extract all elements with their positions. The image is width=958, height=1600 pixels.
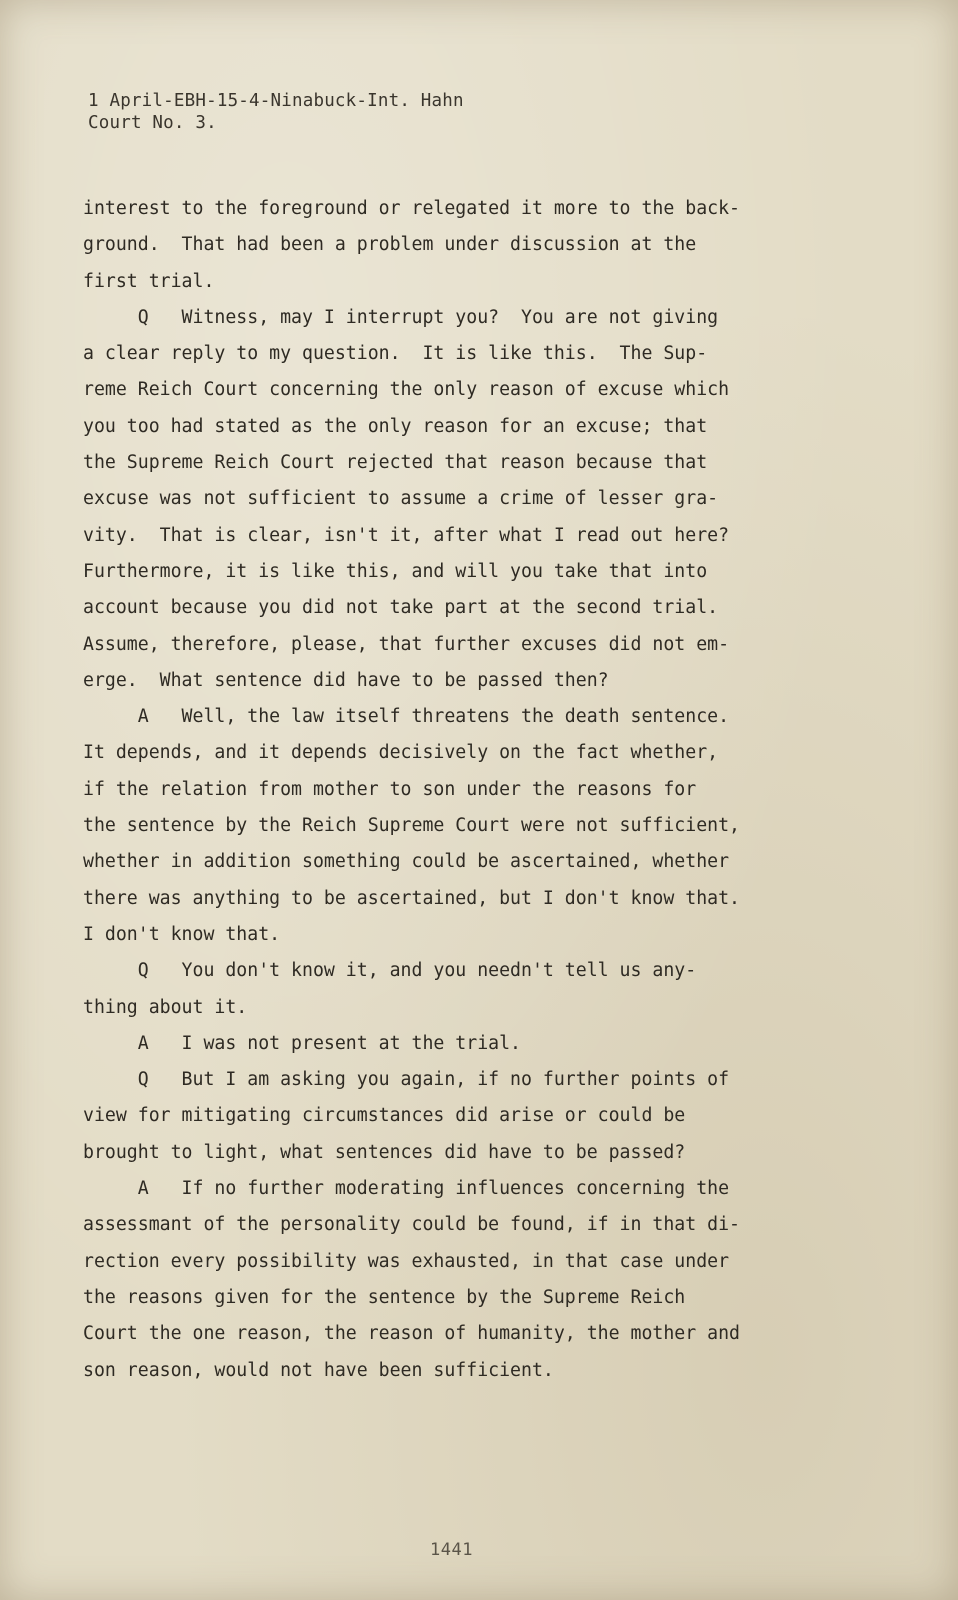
transcript-line: account because you did not take part at the second trial. (83, 597, 719, 619)
page-number: 1441 (430, 1540, 473, 1560)
transcript-line: the Supreme Reich Court rejected that reason because that (83, 452, 708, 474)
transcript-line: the sentence by the Reich Supreme Court were not sufficient, (83, 815, 740, 837)
header-court-line: Court No. 3. (88, 113, 217, 133)
transcript-line: you too had stated as the only reason for an excuse; that (83, 415, 708, 437)
transcript-line: ground. That had been a problem under discussion at the (83, 234, 697, 256)
document-header (88, 90, 464, 134)
transcript-line: view for mitigating circumstances did arise or could be (83, 1105, 686, 1127)
transcript-line: there was anything to be ascertained, but I don't know that. (83, 887, 740, 909)
transcript-line: A If no further moderating influences concerning the (83, 1178, 730, 1200)
transcript-line: whether in addition something could be ascertained, whether (83, 851, 730, 873)
transcript-line: erge. What sentence did have to be passed then? (83, 669, 609, 691)
transcript-line: brought to light, what sentences did have to be passed? (83, 1141, 686, 1163)
transcript-line: a clear reply to my question. It is like this. The Sup- (83, 343, 708, 365)
transcript-line: Q Witness, may I interrupt you? You are not giving (83, 306, 719, 328)
transcript-line: reme Reich Court concerning the only reason of excuse which (83, 379, 730, 401)
transcript-line: I don't know that. (83, 923, 281, 945)
transcript-line: It depends, and it depends decisively on the fact whether, (83, 742, 719, 764)
transcript-line: Court the one reason, the reason of humanity, the mother and (83, 1323, 740, 1345)
transcript-line: first trial. (83, 270, 215, 292)
transcript-line: vity. That is clear, isn't it, after what I read out here? (83, 524, 730, 546)
transcript-line: thing about it. (83, 996, 248, 1018)
transcript-line: Assume, therefore, please, that further excuses did not em- (83, 633, 730, 655)
transcript-body (83, 191, 923, 1389)
transcript-line: assessmant of the personality could be found, if in that di- (83, 1214, 740, 1236)
transcript-line: rection every possibility was exhausted, in that case under (83, 1250, 730, 1272)
transcript-line: the reasons given for the sentence by the Supreme Reich (83, 1286, 686, 1308)
transcript-line: A I was not present at the trial. (83, 1032, 521, 1054)
transcript-line: Q But I am asking you again, if no further points of (83, 1069, 730, 1091)
header-reference-line: 1 April-EBH-15-4-Ninabuck-Int. Hahn (88, 91, 464, 111)
transcript-line: excuse was not sufficient to assume a crime of lesser gra- (83, 488, 719, 510)
transcript-line: A Well, the law itself threatens the death sentence. (83, 706, 730, 728)
transcript-line: interest to the foreground or relegated it more to the back- (83, 198, 740, 219)
transcript-line: Furthermore, it is like this, and will you take that into (83, 560, 708, 582)
transcript-line: son reason, would not have been sufficient. (83, 1359, 554, 1381)
transcript-line: if the relation from mother to son under the reasons for (83, 778, 697, 800)
transcript-line: Q You don't know it, and you needn't tell us any- (83, 960, 697, 982)
